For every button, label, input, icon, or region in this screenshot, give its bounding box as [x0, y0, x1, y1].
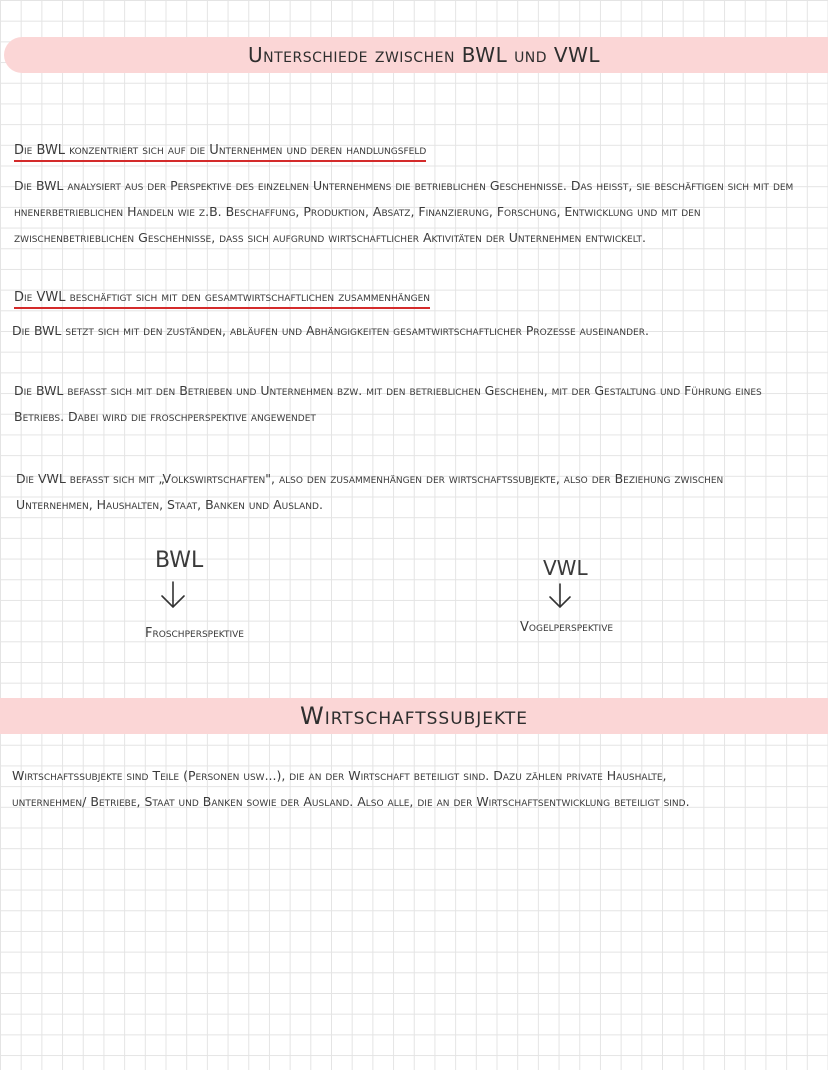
vwl-label: VWL — [543, 556, 588, 580]
down-arrow-icon — [546, 582, 574, 610]
bwl-paragraph: Die BWL analysiert aus der Perspektive des einzelnen Unternehmens die betrieblichen Geschehnisse. Das heißt, sie beschäftigen sich mit dem hnenerbetrieblichen Handeln wie z.B. Beschaffung, Produktion, Absatz, Finanzierung, Forschung, Entwicklung und mit den zwischenbetrieblichen Geschehnisse, dass sich aufgrund wirtschaftlicher Aktivitäten der Unternehmen entwickelt. — [14, 178, 794, 245]
vwl-paragraph: Die BWL setzt sich mit den zuständen, abläufen und Abhängigkeiten gesamtwirtschaftlicher Prozesse auseinander. — [12, 323, 649, 338]
bwl-paragraph-2: Die BWL befasst sich mit den Betrieben und Unternehmen bzw. mit den betrieblichen Geschehen, mit der Gestaltung und Führung eines Betriebs. Dabei wird die froschperspektive angewendet — [14, 383, 762, 424]
bwl-heading: Die BWL konzentriert sich auf die Unternehmen und deren handlungsfeld — [14, 143, 426, 162]
down-arrow-icon — [158, 580, 188, 610]
section-title: Unterschiede zwischen BWL und VWL — [247, 43, 601, 67]
vwl-perspective-label: Vogelperspektive — [520, 620, 614, 635]
bwl-perspective-label: Froschperspektive — [145, 626, 244, 641]
section-title-banner — [4, 37, 828, 73]
vwl-heading: Die VWL beschäftigt sich mit den gesamtwirtschaftlichen zusammenhängen — [14, 290, 430, 309]
wirtschaftssubjekte-paragraph: Wirtschaftssubjekte sind Teile (Personen usw...), die an der Wirtschaft beteiligt sind. Dazu zählen private Haushalte, unternehmen/ Betriebe, Staat und Banken sowie der Ausland. Also alle, die an der Wirtschaftsentwicklung beteiligt sind. — [12, 768, 690, 809]
section-title-2: Wirtschaftssubjekte — [299, 702, 529, 730]
vwl-paragraph-2: Die VWL befasst sich mit „Volkswirtschaften", also den zusammenhängen der wirtschaftssubjekte, also der Beziehung zwischen Unternehmen, Haushalten, Staat, Banken und Ausland. — [16, 471, 724, 512]
bwl-label: BWL — [155, 548, 204, 573]
section-title-banner-2 — [0, 698, 828, 734]
